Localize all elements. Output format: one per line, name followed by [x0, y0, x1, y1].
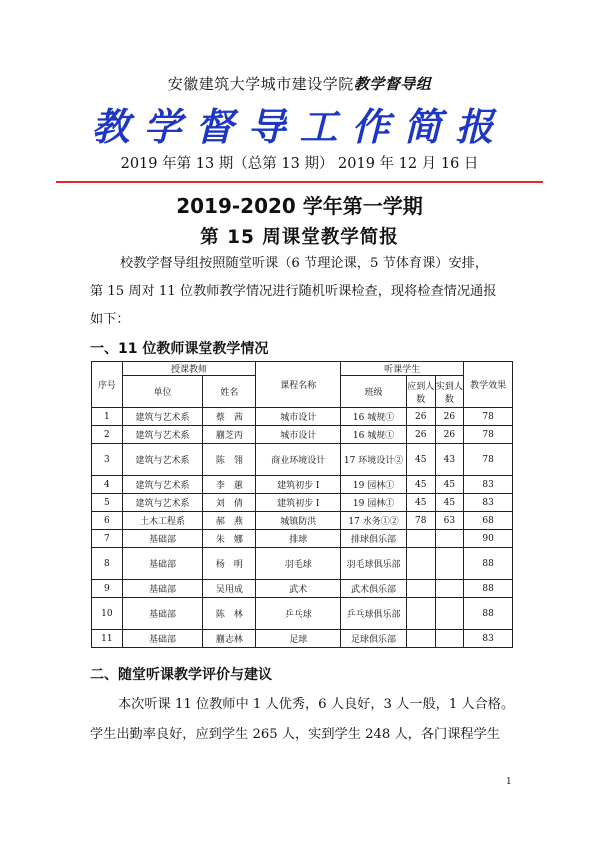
cell-course: 乒乓球	[256, 598, 341, 630]
cell-unit: 基础部	[122, 530, 203, 548]
cell-effect: 83	[464, 630, 513, 648]
cell-seq: 3	[92, 444, 123, 476]
table-row	[92, 408, 513, 426]
cell-class: 17 水务①②	[341, 512, 407, 530]
cell-class: 乒乓球俱乐部	[341, 598, 407, 630]
cell-class: 羽毛球俱乐部	[341, 548, 407, 580]
table-row	[92, 444, 513, 476]
table-row	[92, 548, 513, 580]
cell-class: 16 城规①	[341, 426, 407, 444]
cell-class: 16 城规①	[341, 408, 407, 426]
cell-actual	[435, 580, 464, 598]
cell-expected	[406, 548, 435, 580]
cell-course: 建筑初步 I	[256, 476, 341, 494]
cell-name: 朱 娜	[203, 530, 256, 548]
cell-expected	[406, 598, 435, 630]
cell-unit: 建筑与艺术系	[122, 444, 203, 476]
cell-name: 吴用成	[203, 580, 256, 598]
cell-expected: 78	[406, 512, 435, 530]
intro-line-3: 如下：	[90, 312, 130, 327]
cell-actual: 43	[435, 444, 464, 476]
cell-effect: 78	[464, 444, 513, 476]
cell-name: 郝 燕	[203, 512, 256, 530]
cell-course: 武术	[256, 580, 341, 598]
cell-effect: 88	[464, 580, 513, 598]
cell-expected	[406, 580, 435, 598]
cell-actual	[435, 530, 464, 548]
cell-unit: 建筑与艺术系	[122, 408, 203, 426]
cell-class: 19 园林①	[341, 494, 407, 512]
cell-actual: 45	[435, 476, 464, 494]
cell-expected: 26	[406, 408, 435, 426]
cell-seq: 9	[92, 580, 123, 598]
cell-actual	[435, 598, 464, 630]
cell-effect: 78	[464, 408, 513, 426]
cell-course: 城市设计	[256, 408, 341, 426]
table-row	[92, 426, 513, 444]
cell-unit: 建筑与艺术系	[122, 476, 203, 494]
cell-seq: 7	[92, 530, 123, 548]
issue-line: 2019 年第 13 期（总第 13 期） 2019 年 12 月 16 日	[120, 156, 479, 172]
intro-paragraph	[90, 250, 535, 334]
cell-effect: 88	[464, 548, 513, 580]
cell-name: 陈 翎	[203, 444, 256, 476]
header-class: 班级	[341, 376, 407, 408]
cell-class: 武术俱乐部	[341, 580, 407, 598]
cell-expected	[406, 630, 435, 648]
cell-course: 排球	[256, 530, 341, 548]
cell-seq: 4	[92, 476, 123, 494]
cell-actual: 45	[435, 494, 464, 512]
brief-title: 教学督导工作简报	[91, 104, 508, 149]
cell-class: 排球俱乐部	[341, 530, 407, 548]
cell-class: 19 园林①	[341, 476, 407, 494]
cell-actual: 26	[435, 408, 464, 426]
intro-line-1: 校教学督导组按照随堂听课（6 节理论课，5 节体育课）安排，	[120, 256, 489, 271]
cell-effect: 78	[464, 426, 513, 444]
cell-name: 李 蕙	[203, 476, 256, 494]
header-unit: 单位	[122, 376, 203, 408]
table-row	[92, 476, 513, 494]
header-seq: 序号	[92, 362, 123, 408]
term-title: 2019-2020 学年第一学期	[176, 194, 423, 218]
cell-actual	[435, 548, 464, 580]
cell-unit: 土木工程系	[122, 512, 203, 530]
table-row	[92, 494, 513, 512]
table-row	[92, 512, 513, 530]
cell-class: 17 环境设计②	[341, 444, 407, 476]
cell-expected: 45	[406, 444, 435, 476]
summary-line-1: 本次听课 11 位教师中 1 人优秀，6 人良好，3 人一般，1 人合格。	[118, 697, 515, 712]
cell-unit: 建筑与艺术系	[122, 494, 203, 512]
cell-seq: 8	[92, 548, 123, 580]
cell-expected: 45	[406, 476, 435, 494]
org-name: 安徽建筑大学城市建设学院	[167, 75, 354, 93]
cell-seq: 10	[92, 598, 123, 630]
cell-class: 足球俱乐部	[341, 630, 407, 648]
cell-actual: 63	[435, 512, 464, 530]
cell-unit: 基础部	[122, 630, 203, 648]
cell-name: 陈 林	[203, 598, 256, 630]
cell-effect: 83	[464, 494, 513, 512]
header-students: 听课学生	[341, 362, 464, 376]
cell-name: 蒯芝丙	[203, 426, 256, 444]
cell-course: 城镇防洪	[256, 512, 341, 530]
cell-effect: 88	[464, 598, 513, 630]
cell-seq: 6	[92, 512, 123, 530]
cell-unit: 基础部	[122, 580, 203, 598]
cell-seq: 2	[92, 426, 123, 444]
cell-name: 蔡 茜	[203, 408, 256, 426]
table-row	[92, 598, 513, 630]
teacher-table	[91, 361, 513, 648]
cell-effect: 68	[464, 512, 513, 530]
red-divider	[56, 181, 543, 183]
header-effect: 教学效果	[464, 362, 513, 408]
cell-effect: 90	[464, 530, 513, 548]
header-name: 姓名	[203, 376, 256, 408]
cell-course: 城市设计	[256, 426, 341, 444]
org-group: 教学督导组	[353, 75, 432, 93]
cell-unit: 建筑与艺术系	[122, 426, 203, 444]
cell-name: 刘 倩	[203, 494, 256, 512]
week-title: 第 15 周课堂教学简报	[200, 227, 399, 248]
cell-actual: 26	[435, 426, 464, 444]
summary-paragraph	[90, 690, 535, 750]
header-expected: 应到人数	[406, 376, 435, 408]
section-1-title: 一、11 位教师课堂教学情况	[90, 341, 269, 357]
header-teacher: 授课教师	[122, 362, 256, 376]
section-2-title: 二、随堂听课教学评价与建议	[90, 667, 272, 683]
cell-unit: 基础部	[122, 548, 203, 580]
cell-name: 杨 明	[203, 548, 256, 580]
header-actual: 实到人数	[435, 376, 464, 408]
summary-line-2: 学生出勤率良好，应到学生 265 人，实到学生 248 人，各门课程学生	[90, 727, 500, 742]
cell-course: 足球	[256, 630, 341, 648]
cell-course: 建筑初步 I	[256, 494, 341, 512]
table-row	[92, 530, 513, 548]
cell-expected: 45	[406, 494, 435, 512]
organization-line	[0, 73, 599, 94]
table-row	[92, 630, 513, 648]
cell-expected: 26	[406, 426, 435, 444]
cell-seq: 1	[92, 408, 123, 426]
cell-course: 羽毛球	[256, 548, 341, 580]
cell-expected	[406, 530, 435, 548]
cell-unit: 基础部	[122, 598, 203, 630]
header-course: 课程名称	[256, 362, 341, 408]
cell-name: 蒯志林	[203, 630, 256, 648]
cell-seq: 5	[92, 494, 123, 512]
cell-seq: 11	[92, 630, 123, 648]
cell-actual	[435, 630, 464, 648]
intro-line-2: 第 15 周对 11 位教师教学情况进行随机听课检查，现将检查情况通报	[90, 284, 497, 299]
table-row	[92, 580, 513, 598]
cell-course: 商业环境设计	[256, 444, 341, 476]
page-number: 1	[506, 777, 512, 787]
cell-effect: 83	[464, 476, 513, 494]
